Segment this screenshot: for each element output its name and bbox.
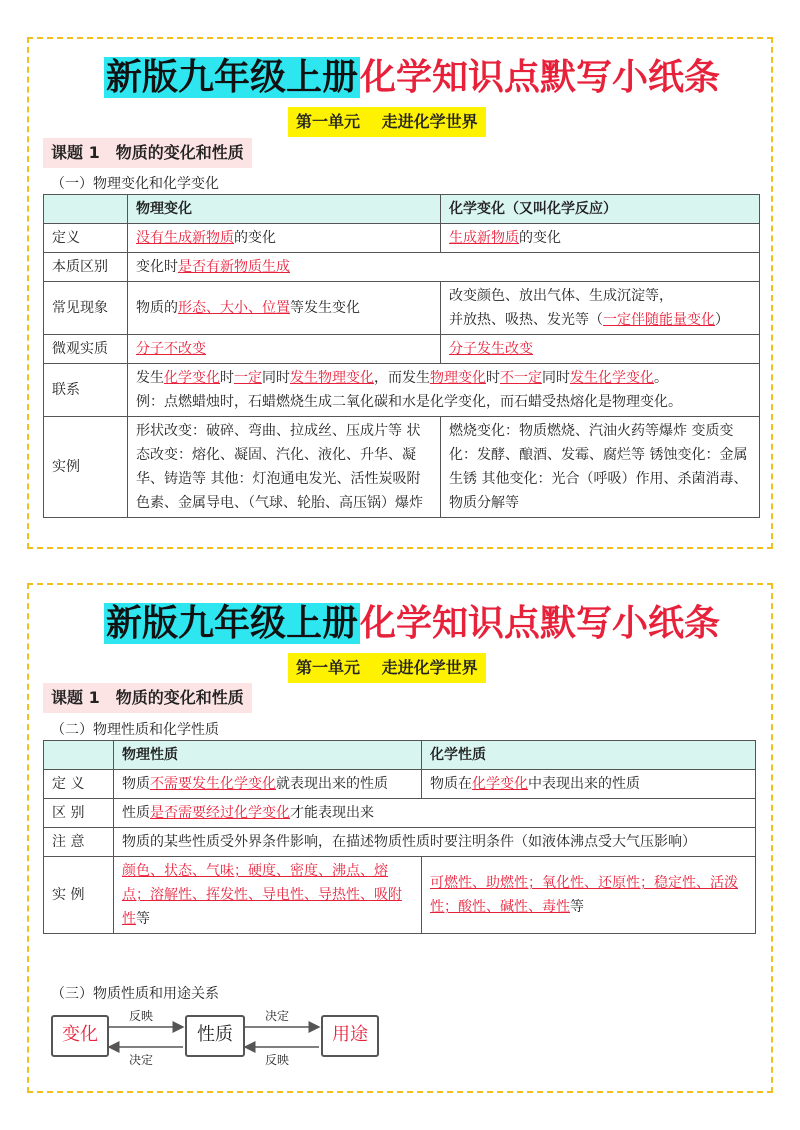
table-row [44, 770, 756, 799]
highlight-text: 生成新物质 [449, 230, 519, 246]
change-table [43, 194, 760, 518]
highlight-text: 分子发生改变 [449, 341, 533, 357]
section-subtitle: （三）物质性质和用途关系 [51, 986, 219, 1002]
table-row [44, 335, 760, 364]
table-row [44, 282, 760, 335]
row-label: 注 意 [44, 828, 114, 857]
box-use: 用途 [321, 1015, 379, 1057]
table-row [44, 828, 756, 857]
highlight-text: 分子不改变 [136, 341, 206, 357]
row-label: 定 义 [44, 770, 114, 799]
cell-text: 时 [486, 370, 500, 386]
cell [128, 335, 441, 364]
header-physical-change: 物理变化 [128, 195, 441, 224]
highlight-text: 化学变化 [472, 776, 528, 792]
cell-text: 等发生变化 [290, 300, 360, 316]
cell [128, 224, 441, 253]
cell: 物质的某些性质受外界条件影响，在描述物质性质时要注明条件（如液体沸点受大气压影响） [114, 828, 756, 857]
card-title [104, 597, 720, 651]
lesson-label: 课题 1 物质的变化和性质 [43, 138, 252, 168]
highlight-text: 物理变化 [430, 370, 486, 386]
card-title [104, 51, 720, 105]
row-label: 实例 [44, 417, 128, 518]
cell-text: 物质在 [430, 776, 472, 792]
box-change: 变化 [51, 1015, 109, 1057]
table-header-row [44, 741, 756, 770]
cell-text: ） [715, 312, 729, 328]
row-label: 本质区别 [44, 253, 128, 282]
unit-label: 第一单元 走进化学世界 [288, 653, 486, 683]
property-table [43, 740, 756, 934]
cell [128, 282, 441, 335]
cell [422, 857, 756, 934]
cell [422, 770, 756, 799]
row-label: 常见现象 [44, 282, 128, 335]
cell-text: 变化时 [136, 259, 178, 275]
header-chemical-property: 化学性质 [422, 741, 756, 770]
arrow-label: 决定 [265, 1009, 290, 1023]
highlight-text: 一定 [234, 370, 262, 386]
cell-text: 同时 [262, 370, 290, 386]
cell [114, 857, 422, 934]
row-label: 实 例 [44, 857, 114, 934]
cell-text: 物质 [122, 776, 150, 792]
knowledge-card-2 [27, 583, 773, 1093]
highlight-text: 是否有新物质生成 [178, 259, 290, 275]
highlight-text: 颜色、状态、气味；硬度、密度、沸点、熔点；溶解性、挥发性、导电性、导热性、吸附性 [122, 863, 402, 927]
table-row [44, 799, 756, 828]
example-text: 例：点燃蜡烛时，石蜡燃烧生成二氧化碳和水是化学变化，而石蜡受热熔化是物理变化。 [136, 394, 682, 410]
cell-text: 等 [570, 899, 584, 915]
lesson-label: 课题 1 物质的变化和性质 [43, 683, 252, 713]
row-label: 区 别 [44, 799, 114, 828]
relation-diagram [51, 1005, 391, 1065]
arrow-label: 反映 [265, 1053, 290, 1067]
cell-text: 性质 [122, 805, 150, 821]
section-subtitle: （二）物理性质和化学性质 [51, 722, 219, 738]
cell [441, 282, 760, 335]
diagram-arrows [51, 1005, 391, 1065]
cell [128, 253, 760, 282]
title-part1: 新版九年级上册 [106, 57, 359, 98]
table-row [44, 253, 760, 282]
cell-text: 的变化 [234, 230, 276, 246]
highlight-text: 形态、大小、位置 [178, 300, 290, 316]
cell: 形状改变：破碎、弯曲、拉成丝、压成片等 状态改变：熔化、凝固、汽化、液化、升华、凝华、铸造等 其他：灯泡通电发光、活性炭吸附色素、金属导电、（气球、轮胎、高压锅）爆炸 [128, 417, 441, 518]
row-label: 联系 [44, 364, 128, 417]
arrow-label: 决定 [129, 1053, 154, 1067]
highlight-text: 不需要发生化学变化 [150, 776, 276, 792]
cell-text: 就表现出来的性质 [276, 776, 388, 792]
cell [441, 335, 760, 364]
table-row [44, 417, 760, 518]
cell [128, 364, 760, 417]
cell [114, 770, 422, 799]
cell [114, 799, 756, 828]
highlight-text: 没有生成新物质 [136, 230, 234, 246]
cell-text: 的变化 [519, 230, 561, 246]
unit-label: 第一单元 走进化学世界 [288, 107, 486, 137]
cell-text: 改变颜色、放出气体、生成沉淀等， [449, 288, 673, 304]
cell [441, 224, 760, 253]
table-row [44, 364, 760, 417]
knowledge-card-1 [27, 37, 773, 549]
header-physical-property: 物理性质 [114, 741, 422, 770]
cell: 燃烧变化：物质燃烧、汽油火药等爆炸 变质变化：发酵、酿酒、发霉、腐烂等 锈蚀变化：金属生锈 其他变化：光合（呼吸）作用、杀菌消毒、物质分解等 [441, 417, 760, 518]
header-empty [44, 741, 114, 770]
row-label: 定义 [44, 224, 128, 253]
highlight-text: 化学变化 [164, 370, 220, 386]
cell-text: 发生 [136, 370, 164, 386]
title-part2: 化学知识点默写小纸条 [360, 57, 721, 98]
header-empty [44, 195, 128, 224]
cell-text: ，而发生 [374, 370, 430, 386]
cell-text: 。 [654, 370, 668, 386]
cell-text: 等 [136, 911, 150, 927]
highlight-text: 发生物理变化 [290, 370, 374, 386]
highlight-text: 可燃性、助燃性；氧化性、还原性；稳定性、活泼性；酸性、碱性、毒性 [430, 875, 738, 915]
highlight-text: 是否需要经过化学变化 [150, 805, 290, 821]
box-property: 性质 [185, 1015, 245, 1057]
table-header-row [44, 195, 760, 224]
highlight-text: 不一定 [500, 370, 542, 386]
cell-text: 物质的 [136, 300, 178, 316]
cell-text: 时 [220, 370, 234, 386]
table-row [44, 224, 760, 253]
row-label: 微观实质 [44, 335, 128, 364]
highlight-text: 一定伴随能量变化 [603, 312, 715, 328]
title-part1: 新版九年级上册 [106, 603, 359, 644]
highlight-text: 发生化学变化 [570, 370, 654, 386]
table-row [44, 857, 756, 934]
arrow-label: 反映 [129, 1009, 154, 1023]
section-subtitle: （一）物理变化和化学变化 [51, 176, 219, 192]
cell-text: 中表现出来的性质 [528, 776, 640, 792]
cell-text: 并放热、吸热、发光等（ [449, 312, 603, 328]
cell-text: 才能表现出来 [290, 805, 374, 821]
header-chemical-change: 化学变化（又叫化学反应） [441, 195, 760, 224]
title-part2: 化学知识点默写小纸条 [360, 603, 721, 644]
cell-text: 同时 [542, 370, 570, 386]
